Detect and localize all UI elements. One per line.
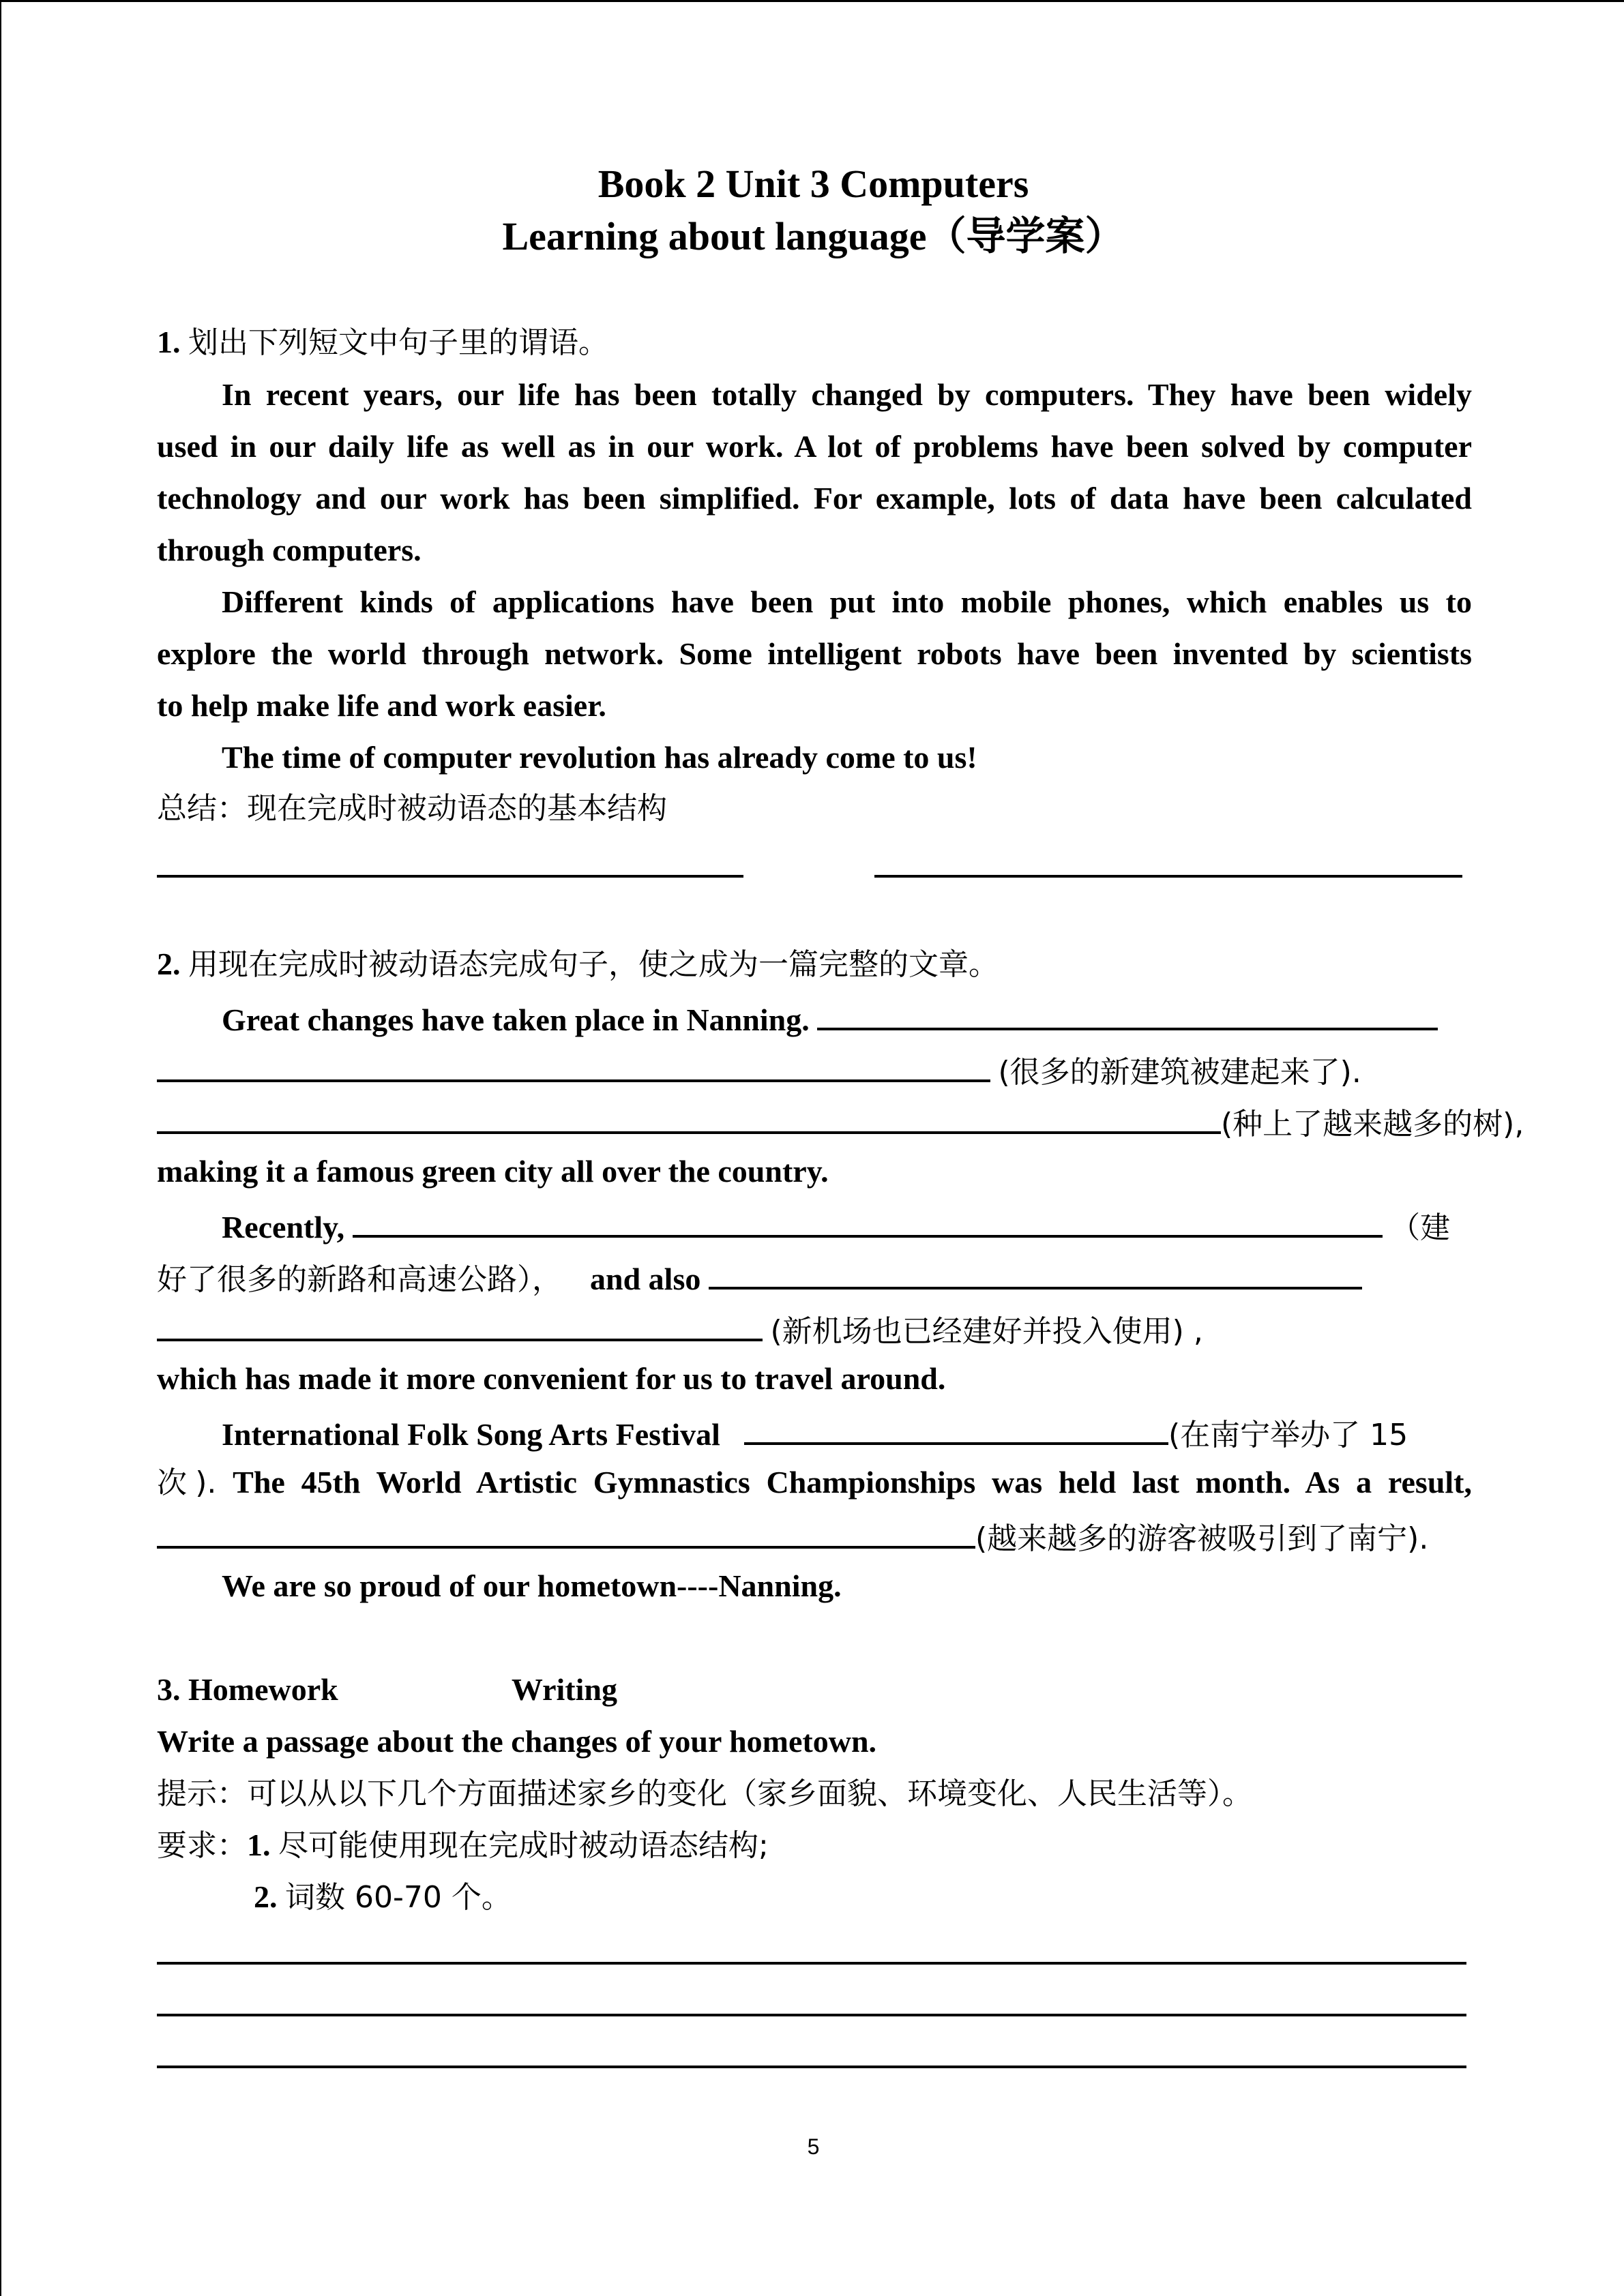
page-number: 5 [807, 2134, 820, 2159]
answer-blank[interactable] [817, 998, 1438, 1030]
answer-blank[interactable] [157, 875, 743, 878]
passage-line: used in our daily life as well as in our work. A lot of problems have been solved by computer [157, 429, 1472, 464]
writing-line[interactable] [157, 2014, 1466, 2016]
writing-requirement [157, 1827, 1472, 1864]
section2-number: 2. [157, 946, 181, 981]
exercise-hint: 次). [157, 1465, 217, 1500]
exercise-text: The 45th World Artistic Gymnastics Championships was held last month. As a result, [233, 1465, 1472, 1500]
answer-blank[interactable] [157, 1049, 990, 1082]
exercise-hint: 好了很多的新路和高速公路）， [157, 1262, 562, 1297]
exercise-hint: (越来越多的游客被吸引到了南宁). [975, 1521, 1429, 1556]
writing-hint-text: 提示：可以从以下几个方面描述家乡的变化（家乡面貌、环境变化、人民生活等）。 [157, 1776, 1252, 1811]
exercise-line [222, 1205, 1472, 1245]
exercise-line [157, 1257, 1472, 1297]
exercise-hint: (在南宁举办了 15 [1168, 1418, 1408, 1452]
answer-blank[interactable] [353, 1205, 1383, 1238]
writing-line[interactable] [157, 1962, 1466, 1965]
requirement-number: 1. [247, 1828, 271, 1862]
exercise-line [157, 1516, 1472, 1556]
answer-blank[interactable] [157, 1101, 1221, 1134]
requirement-text: 尽可能使用现在完成时被动语态结构; [278, 1828, 769, 1863]
answer-blank[interactable] [709, 1257, 1362, 1289]
exercise-hint: (新机场也已经建好并投入使用) , [770, 1314, 1203, 1349]
writing-requirement [254, 1879, 1472, 1915]
section3-title: 3. Homework [157, 1672, 338, 1707]
summary-label [157, 790, 1472, 826]
section1-heading [157, 324, 1472, 361]
exercise-hint: (很多的新建筑被建起来了). [998, 1055, 1361, 1090]
page-title: Book 2 Unit 3 Computers [597, 162, 1029, 206]
exercise-line [157, 1049, 1472, 1090]
exercise-line [222, 1412, 1472, 1452]
page-subtitle-text: Learning about language（导学案） [502, 214, 1125, 258]
exercise-hint: (种上了越来越多的树), [1221, 1107, 1524, 1142]
section1-number: 1. [157, 325, 181, 359]
exercise-line [157, 1101, 1524, 1142]
answer-blank[interactable] [157, 1309, 763, 1341]
exercise-text: Great changes have taken place in Nanning. [222, 1002, 810, 1037]
writing-line[interactable] [157, 2066, 1466, 2068]
passage-line: In recent years, our life has been totally changed by computers. They have been widely [222, 377, 1472, 412]
requirement-label: 要求： [157, 1828, 247, 1863]
page-subtitle [1, 215, 1624, 258]
requirement-text: 词数 60-70 个。 [285, 1880, 512, 1915]
summary-text: 总结：现在完成时被动语态的基本结构 [157, 791, 667, 826]
exercise-line [157, 1464, 1472, 1501]
passage-line: technology and our work has been simplified. For example, lots of data have been calculated [157, 481, 1472, 516]
passage-line: Different kinds of applications have been put into mobile phones, which enables us to [222, 584, 1472, 619]
passage-line: through computers. [157, 533, 422, 567]
section2-heading [157, 946, 1472, 983]
exercise-text: International Folk Song Arts Festival [222, 1417, 720, 1452]
exercise-line [222, 998, 1472, 1037]
exercise-text: Recently, [222, 1210, 345, 1244]
answer-blank[interactable] [157, 1516, 975, 1549]
passage-line: to help make life and work easier. [157, 688, 606, 723]
writing-task: Write a passage about the changes of your hometown. [157, 1724, 877, 1759]
section3-subtitle: Writing [511, 1672, 617, 1707]
answer-blank[interactable] [744, 1412, 1168, 1445]
passage-line: explore the world through network. Some intelligent robots have been invented by scientists [157, 636, 1472, 671]
exercise-text: and also [590, 1262, 701, 1296]
exercise-line [157, 1309, 1472, 1349]
passage-line: The time of computer revolution has already come to us! [222, 740, 977, 775]
section3-heading [157, 1671, 1472, 1708]
exercise-line: making it a famous green city all over the country. [157, 1154, 829, 1189]
exercise-line: We are so proud of our hometown----Nanning. [222, 1568, 842, 1603]
exercise-hint: （建 [1390, 1210, 1451, 1245]
section2-instruction: 用现在完成时被动语态完成句子，使之成为一篇完整的文章。 [188, 947, 999, 982]
section1-instruction: 划出下列短文中句子里的谓语。 [188, 325, 608, 360]
writing-hint [157, 1775, 1472, 1812]
answer-blank[interactable] [874, 875, 1462, 878]
requirement-number: 2. [254, 1879, 278, 1914]
exercise-line: which has made it more convenient for us to travel around. [157, 1361, 946, 1396]
